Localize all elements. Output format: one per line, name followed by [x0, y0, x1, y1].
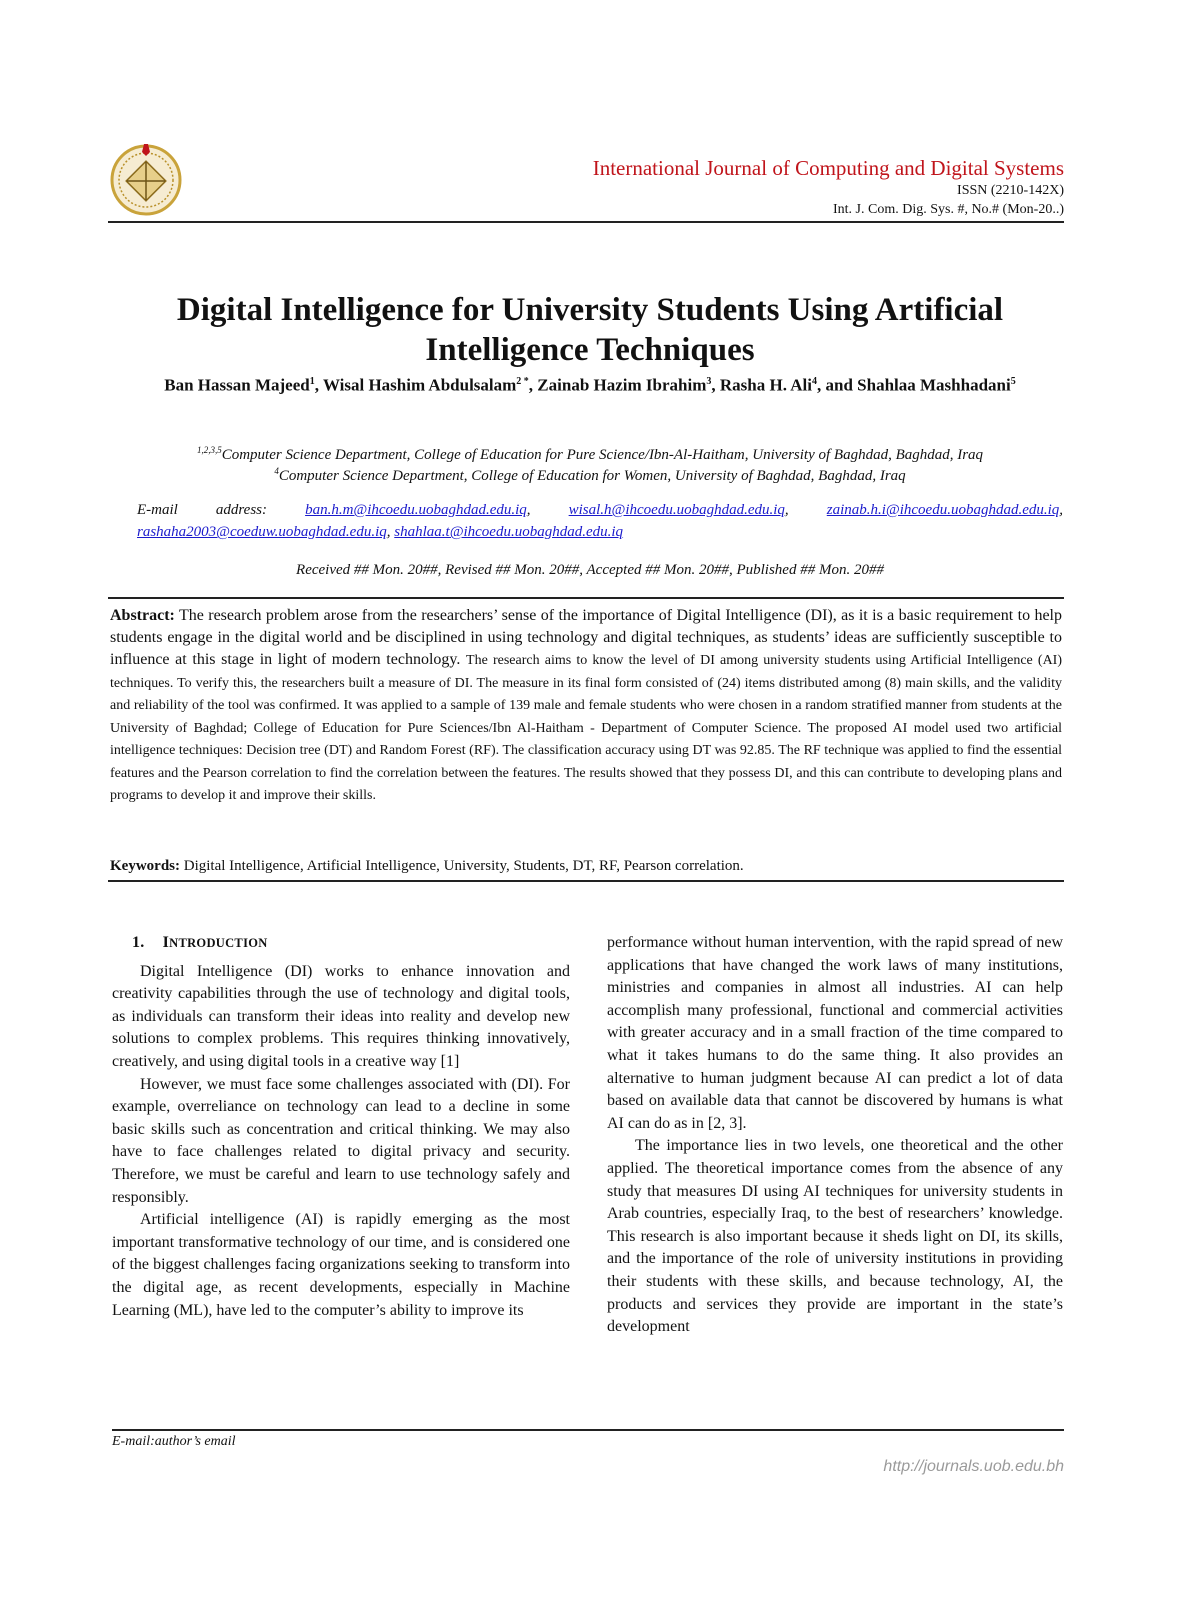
paragraph: performance without human intervention, with the rapid spread of new applications that have changed the work laws of many institutions, ministries and companies in almost all industries. AI can help accomplish many professional, functional and commercial activities with greater accuracy and in a small fraction of the time compared to what it takes humans to do the same thing. It also provides an alternative to human judgment because AI can predict a lot of data based on available data that cannot be discovered by humans is what AI can do as in [2, 3].: [607, 934, 1063, 1132]
journal-logo: [108, 140, 184, 216]
abstract-bottom-rule: [108, 880, 1064, 882]
email-label: E-mail address:: [137, 502, 268, 518]
paper-title: [100, 290, 1080, 370]
abstract-top-rule: [108, 597, 1064, 599]
author-sup: 4: [812, 376, 817, 387]
title-line-1: Digital Intelligence for University Students Using Artificial: [176, 292, 1004, 328]
affiliation-text: Computer Science Department, College of Education for Women, University of Baghdad, Baghdad, Iraq: [278, 468, 906, 484]
journal-title: International Journal of Computing and Digital Systems: [592, 156, 1064, 180]
affiliation: [110, 461, 1070, 486]
abstract-label: Abstract:: [110, 607, 175, 624]
email-addresses: E-mail address: ban.h.m@ihcoedu.uobaghdad.edu.iq, wisal.h@ihcoedu.uobaghdad.edu.iq, zainab.h.i@ihcoedu.uobaghdad.edu.iq, rashaha2003@coeduw.uobaghdad.edu.iq, shahlaa.t@ihcoedu.uobaghdad.edu.iq: [137, 502, 1064, 540]
email-link[interactable]: shahlaa.t@ihcoedu.uobaghdad.edu.iq: [394, 524, 624, 540]
author-name: Zainab Hazim Ibrahim: [537, 375, 707, 395]
footer-rule: [112, 1429, 1064, 1431]
header-rule: [108, 221, 1064, 223]
author-name: Ban Hassan Majeed: [164, 375, 310, 395]
author-sup: 3: [706, 376, 712, 387]
abstract: [110, 605, 1062, 807]
keywords-text: Digital Intelligence, Artificial Intelligence, University, Students, DT, RF, Pearson correlation.: [183, 858, 744, 874]
affiliation-text: Computer Science Department, College of Education for Pure Science/Ibn-Al-Haitham, University of Baghdad, Baghdad, Iraq: [221, 447, 984, 463]
author-list: Ban Hassan Majeed$^1$, Wisal Hashim Abdulsalam$^{2 *}$, Zainab Hazim Ibrahim$^3$, Rasha H. Ali$^4$, and Shahlaa Mashhadani$^5$: [164, 375, 1016, 395]
paragraph: Artificial intelligence (AI) is rapidly emerging as the most important transformative technology of our time, and is considered one of the biggest challenges facing organizations seeking to transform into the digital age, as recent developments, especially in Machine Learning (ML), have led to the computer’s ability to improve its: [112, 1211, 570, 1319]
title-line-2: Intelligence Techniques: [425, 332, 755, 368]
section-number: 1.: [132, 934, 145, 951]
author-sup: 5: [1010, 376, 1016, 387]
author-sup: 1: [309, 376, 315, 387]
journal-citation: Int. J. Com. Dig. Sys. #, No.# (Mon-20..): [832, 202, 1064, 217]
section-heading: [132, 932, 570, 955]
submission-dates: Received ## Mon. 20##, Revised ## Mon. 20##, Accepted ## Mon. 20##, Published ## Mon. 20##: [296, 562, 884, 578]
keywords: [110, 858, 1062, 875]
email-link[interactable]: wisal.h@ihcoedu.uobaghdad.edu.iq: [568, 502, 785, 518]
email-link[interactable]: ban.h.m@ihcoedu.uobaghdad.edu.iq: [305, 502, 527, 518]
keywords-label: Keywords:: [110, 858, 180, 874]
email-link[interactable]: rashaha2003@coeduw.uobaghdad.edu.iq: [137, 524, 387, 540]
body-column-right: [607, 932, 1063, 1339]
paragraph: The importance lies in two levels, one theoretical and the other applied. The theoretical importance comes from the absence of any study that measures DI using AI techniques for university students in Arab countries, especially Iraq, to the best of researchers’ knowledge. This research is also important because it sheds light on DI, its skills, and the importance of the role of university institutions in providing their students with these skills, and because technology, AI, the products and services they provide are important in the state’s development: [607, 1137, 1063, 1336]
section-title-initial: I: [162, 934, 170, 951]
author-name: Rasha H. Ali: [719, 375, 812, 395]
journal-url[interactable]: http://journals.uob.edu.bh: [883, 1458, 1064, 1475]
paragraph: However, we must face some challenges associated with (DI). For example, overreliance on technology can lead to a decline in some basic skills such as concentration and critical thinking. We may also have to face challenges related to digital privacy and security. Therefore, we must be careful and learn to use technology safely and responsibly.: [112, 1075, 570, 1206]
issn: ISSN (2210-142X): [957, 183, 1064, 198]
author-sup: 2 *: [516, 376, 529, 387]
author-name: Shahlaa Mashhadani: [857, 375, 1011, 395]
abstract-text-1: The research problem arose from the researchers’ sense of the importance of Digital Intelligence (DI), as it is a basic requirement to help students engage in the digital world and be disciplined in using technology and digital techniques, as students’ ideas are sufficiently susceptible to influence at this stage in light of modern technology.: [110, 607, 1063, 668]
affiliation-sup: 1,2,3,5: [196, 445, 222, 455]
body-column-left: [112, 932, 570, 1322]
section-title-rest: NTRODUCTION: [169, 936, 268, 950]
author-name: Wisal Hashim Abdulsalam: [322, 375, 517, 395]
footnote: E-mail:author’s email: [112, 1434, 236, 1449]
abstract-text-2: The research aims to know the level of DI among university students using Artificial Intelligence (AI) techniques. To verify this, the researchers built a measure of DI. The measure in its final form consisted of (24) items distributed among (8) main skills, and the validity and reliability of the tool was confirmed. It was applied to a sample of 139 male and female students who were chosen in a random stratified manner from students at the University of Baghdad; College of Education for Pure Sciences/Ibn Al-Haitham - Department of Computer Science. The proposed AI model used two artificial intelligence techniques: Decision tree (DT) and Random Forest (RF). The classification accuracy using DT was 92.85. The RF technique was applied to find the essential features and the Pearson correlation to find the correlation between the features. The results showed that they possess DI, and this can contribute to developing plans and programs to develop it and improve their skills.: [110, 653, 1063, 803]
email-link[interactable]: zainab.h.i@ihcoedu.uobaghdad.edu.iq: [826, 502, 1060, 518]
paragraph: Digital Intelligence (DI) works to enhance innovation and creativity capabilities through the use of technology and digital tools, as individuals can transform their ideas into reality and develop new solutions to complex problems. This requires thinking innovatively, creatively, and using digital tools in a creative way [1]: [112, 962, 570, 1070]
affiliation-sup: 4: [274, 466, 279, 476]
